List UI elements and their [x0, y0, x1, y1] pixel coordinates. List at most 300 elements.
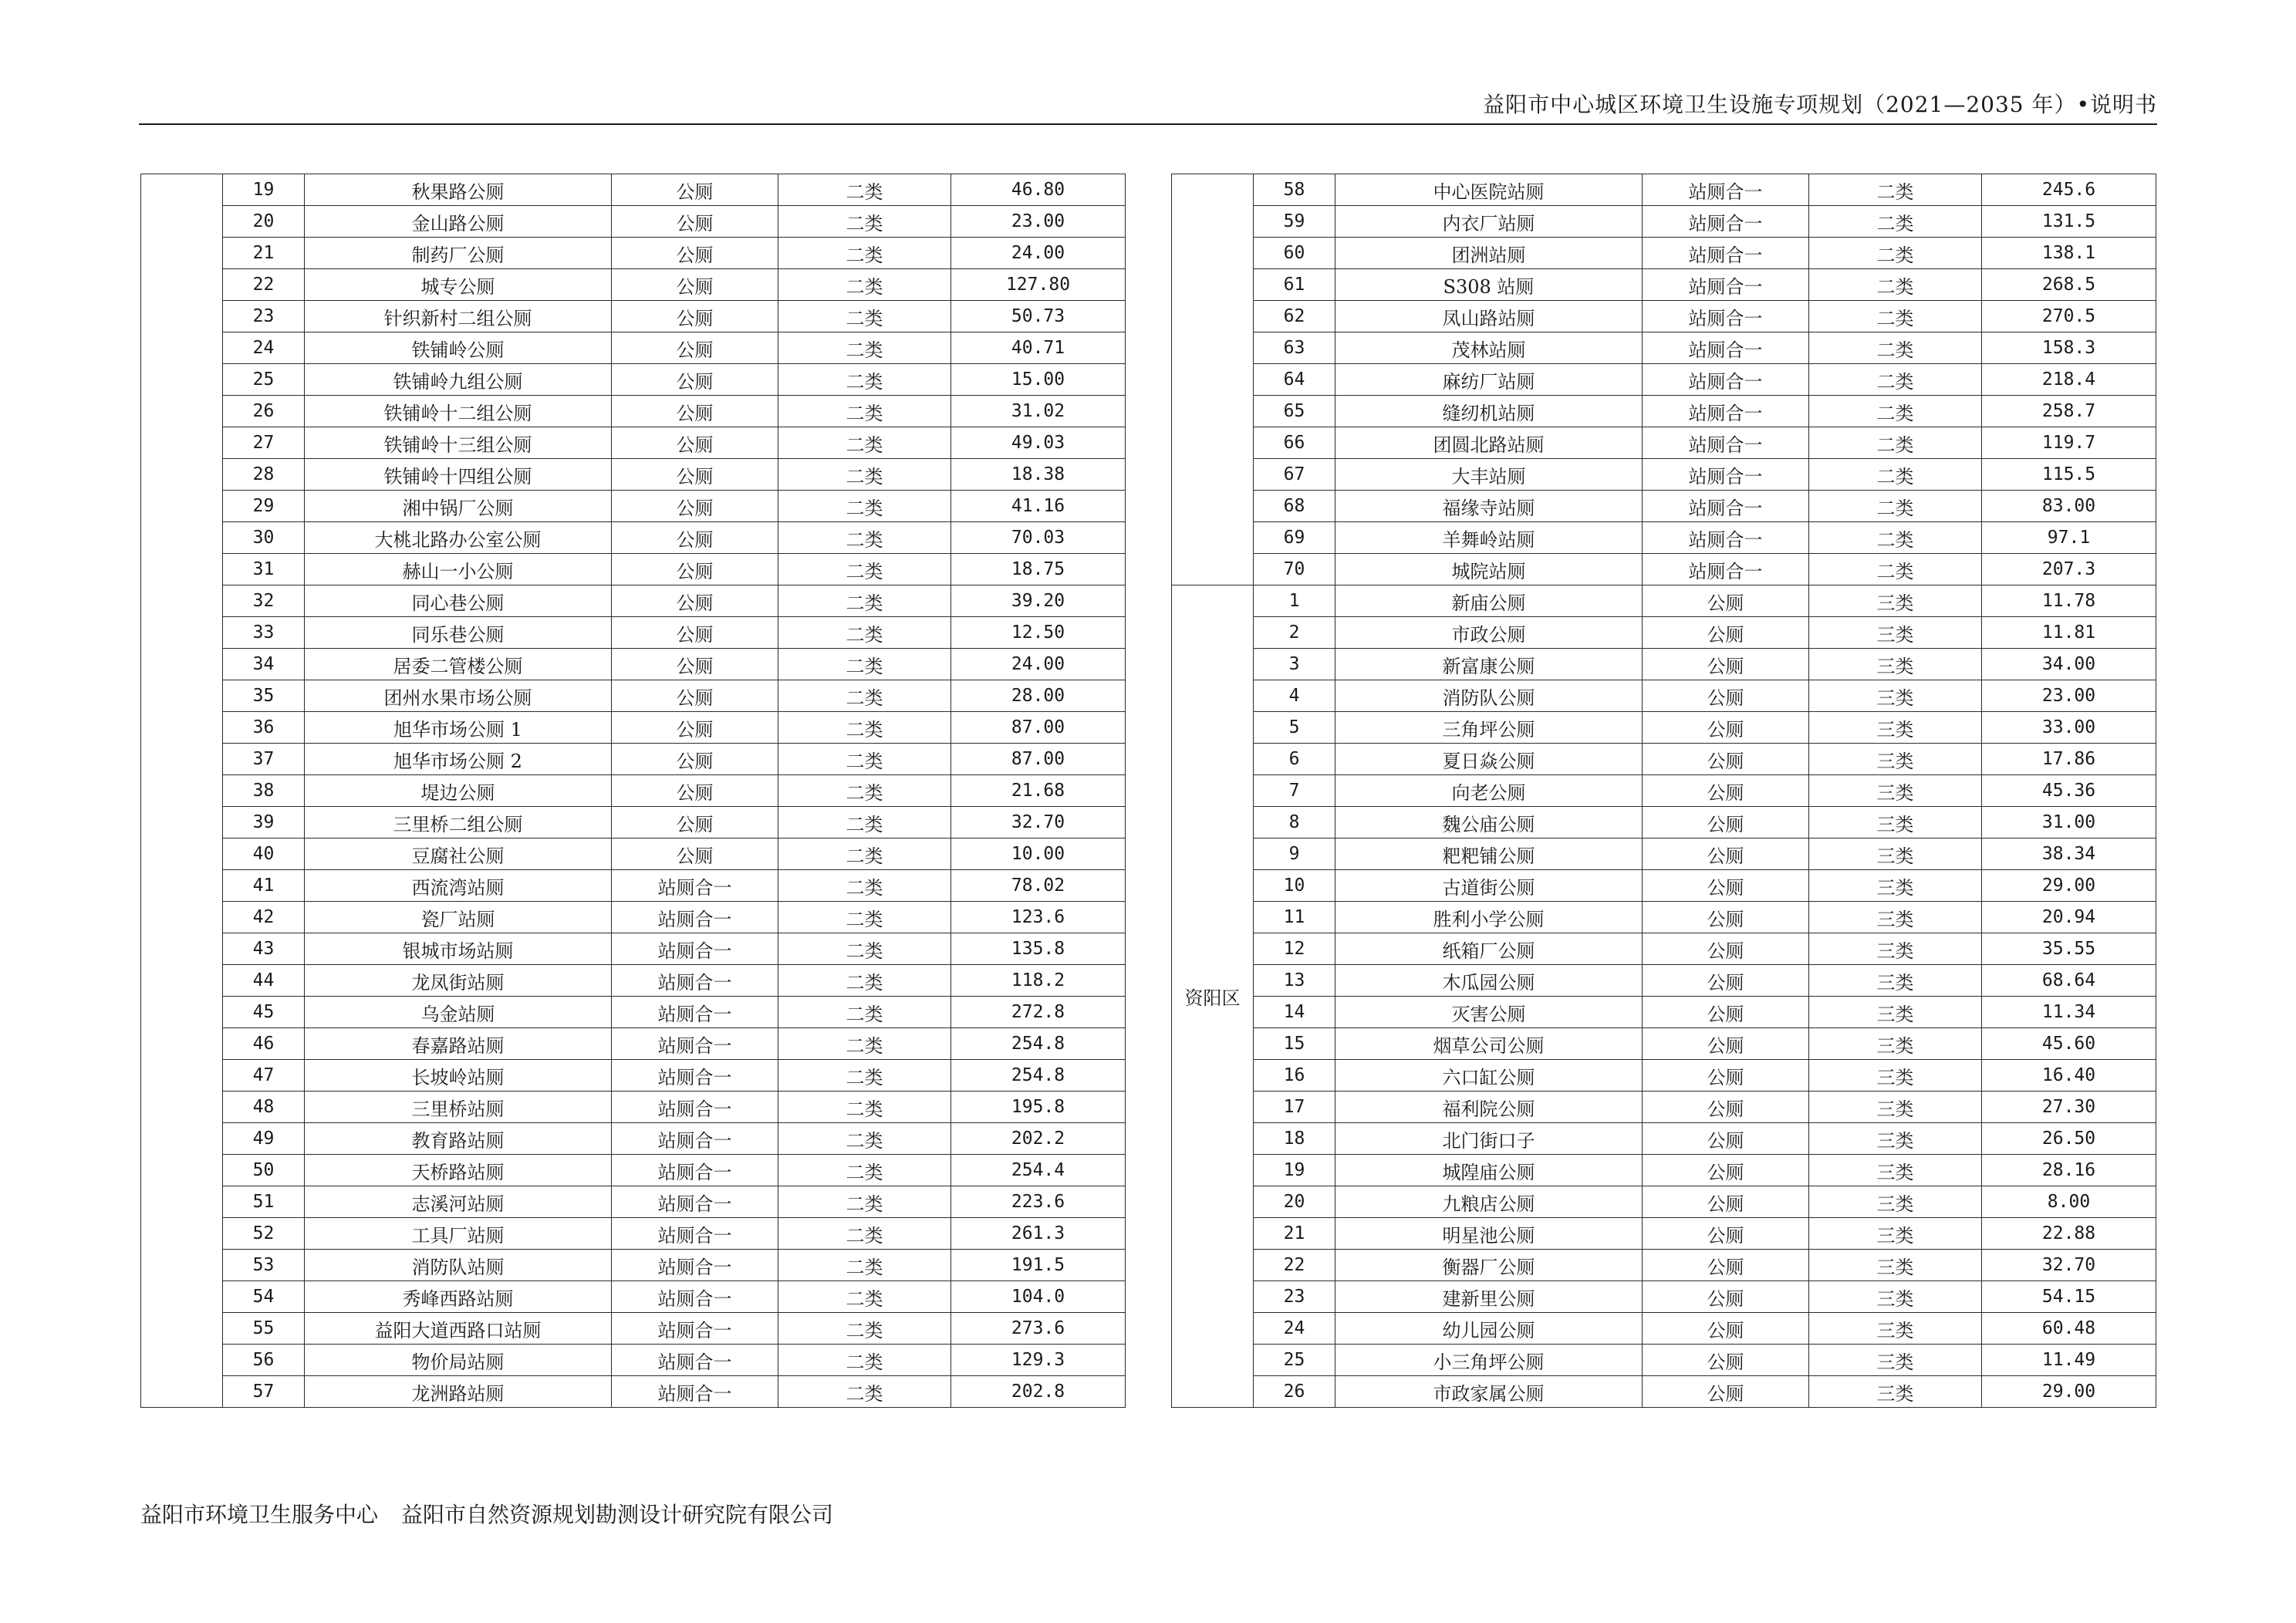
facility-name-cell: 天桥路站厕: [305, 1155, 612, 1186]
facility-class-cell: 二类: [1809, 459, 1982, 491]
facility-class-cell: 二类: [1809, 522, 1982, 554]
facility-name-cell: 三角坪公厕: [1335, 712, 1643, 744]
row-number-cell: 13: [1254, 965, 1335, 997]
table-row: [1172, 522, 2156, 554]
area-cell: 254.8: [951, 1028, 1126, 1060]
facility-name-cell: 灭害公厕: [1335, 997, 1643, 1028]
area-cell: 20.94: [1982, 902, 2156, 933]
row-number-cell: 9: [1254, 838, 1335, 870]
facility-class-cell: 三类: [1809, 1218, 1982, 1250]
facility-name-cell: 纸箱厂公厕: [1335, 933, 1643, 965]
facility-class-cell: 三类: [1809, 1281, 1982, 1313]
area-cell: 33.00: [1982, 712, 2156, 744]
facility-class-cell: 二类: [778, 1186, 951, 1218]
table-row: [1172, 301, 2156, 332]
area-cell: 10.00: [951, 838, 1126, 870]
row-number-cell: 23: [1254, 1281, 1335, 1313]
area-cell: 28.16: [1982, 1155, 2156, 1186]
facility-name-cell: 龙洲路站厕: [305, 1376, 612, 1408]
facility-class-cell: 三类: [1809, 870, 1982, 902]
facility-name-cell: 乌金站厕: [305, 997, 612, 1028]
area-cell: 270.5: [1982, 301, 2156, 332]
facility-name-cell: 豆腐社公厕: [305, 838, 612, 870]
facility-class-cell: 二类: [778, 1060, 951, 1092]
facility-class-cell: 二类: [1809, 174, 1982, 206]
area-cell: 22.88: [1982, 1218, 2156, 1250]
facility-name-cell: 城专公厕: [305, 269, 612, 301]
row-number-cell: 15: [1254, 1028, 1335, 1060]
row-number-cell: 22: [223, 269, 305, 301]
table-row: [141, 238, 1126, 269]
table-row: [141, 902, 1126, 933]
area-cell: 45.60: [1982, 1028, 2156, 1060]
row-number-cell: 25: [223, 364, 305, 396]
table-row: [141, 1060, 1126, 1092]
facility-name-cell: 旭华市场公厕 2: [305, 744, 612, 775]
facility-type-cell: 站厕合一: [612, 1155, 778, 1186]
table-row: [141, 522, 1126, 554]
facility-class-cell: 二类: [1809, 396, 1982, 427]
facility-class-cell: 二类: [1809, 206, 1982, 238]
row-number-cell: 60: [1254, 238, 1335, 269]
facility-type-cell: 公厕: [612, 364, 778, 396]
facility-class-cell: 二类: [778, 680, 951, 712]
facility-class-cell: 二类: [778, 1028, 951, 1060]
table-row: [141, 301, 1126, 332]
facility-name-cell: 市政家属公厕: [1335, 1376, 1643, 1408]
facility-class-cell: 三类: [1809, 807, 1982, 838]
table-row: [141, 427, 1126, 459]
facility-name-cell: 麻纺厂站厕: [1335, 364, 1643, 396]
facility-name-cell: 三里桥二组公厕: [305, 807, 612, 838]
table-row: [1172, 933, 2156, 965]
table-row: [141, 1092, 1126, 1123]
facility-name-cell: 城隍庙公厕: [1335, 1155, 1643, 1186]
facility-class-cell: 二类: [1809, 332, 1982, 364]
area-cell: 8.00: [1982, 1186, 2156, 1218]
row-number-cell: 38: [223, 775, 305, 807]
facility-name-cell: 同心巷公厕: [305, 585, 612, 617]
facility-type-cell: 站厕合一: [1643, 174, 1809, 206]
row-number-cell: 30: [223, 522, 305, 554]
area-cell: 17.86: [1982, 744, 2156, 775]
table-row: [1172, 1218, 2156, 1250]
facility-class-cell: 三类: [1809, 1313, 1982, 1345]
facility-name-cell: 同乐巷公厕: [305, 617, 612, 649]
facility-class-cell: 二类: [778, 554, 951, 585]
facility-name-cell: 大桃北路办公室公厕: [305, 522, 612, 554]
row-number-cell: 34: [223, 649, 305, 680]
facility-class-cell: 二类: [778, 744, 951, 775]
table-row: [1172, 744, 2156, 775]
table-row: [1172, 1092, 2156, 1123]
facility-name-cell: 建新里公厕: [1335, 1281, 1643, 1313]
table-row: [1172, 838, 2156, 870]
row-number-cell: 47: [223, 1060, 305, 1092]
facility-class-cell: 二类: [1809, 269, 1982, 301]
area-cell: 223.6: [951, 1186, 1126, 1218]
facility-class-cell: 三类: [1809, 965, 1982, 997]
facility-name-cell: 西流湾站厕: [305, 870, 612, 902]
facility-type-cell: 站厕合一: [612, 1123, 778, 1155]
facility-name-cell: 新富康公厕: [1335, 649, 1643, 680]
facility-type-cell: 站厕合一: [1643, 491, 1809, 522]
table-row: [141, 1376, 1126, 1408]
facility-type-cell: 公厕: [1643, 1250, 1809, 1281]
area-cell: 45.36: [1982, 775, 2156, 807]
facility-class-cell: 三类: [1809, 1376, 1982, 1408]
facility-type-cell: 公厕: [612, 174, 778, 206]
facility-type-cell: 公厕: [1643, 649, 1809, 680]
facility-name-cell: 北门街口子: [1335, 1123, 1643, 1155]
area-cell: 191.5: [951, 1250, 1126, 1281]
facility-type-cell: 公厕: [1643, 617, 1809, 649]
facility-type-cell: 公厕: [612, 238, 778, 269]
table-row: [141, 1250, 1126, 1281]
facility-class-cell: 三类: [1809, 997, 1982, 1028]
facility-name-cell: 志溪河站厕: [305, 1186, 612, 1218]
facility-name-cell: 古道街公厕: [1335, 870, 1643, 902]
row-number-cell: 33: [223, 617, 305, 649]
facility-name-cell: 消防队公厕: [1335, 680, 1643, 712]
facility-type-cell: 站厕合一: [612, 933, 778, 965]
facility-name-cell: 向老公厕: [1335, 775, 1643, 807]
facility-name-cell: 长坡岭站厕: [305, 1060, 612, 1092]
facility-name-cell: 烟草公司公厕: [1335, 1028, 1643, 1060]
row-number-cell: 53: [223, 1250, 305, 1281]
area-cell: 97.1: [1982, 522, 2156, 554]
table-row: [1172, 1376, 2156, 1408]
row-number-cell: 32: [223, 585, 305, 617]
row-number-cell: 2: [1254, 617, 1335, 649]
table-row: [141, 933, 1126, 965]
area-cell: 115.5: [1982, 459, 2156, 491]
table-row: [1172, 1155, 2156, 1186]
header-rule: [139, 123, 2157, 125]
facility-class-cell: 二类: [778, 396, 951, 427]
area-cell: 258.7: [1982, 396, 2156, 427]
row-number-cell: 68: [1254, 491, 1335, 522]
area-cell: 31.00: [1982, 807, 2156, 838]
facility-type-cell: 公厕: [612, 554, 778, 585]
facility-type-cell: 公厕: [612, 206, 778, 238]
row-number-cell: 19: [1254, 1155, 1335, 1186]
facility-class-cell: 二类: [778, 364, 951, 396]
facility-type-cell: 公厕: [1643, 1060, 1809, 1092]
area-cell: 24.00: [951, 238, 1126, 269]
facility-type-cell: 公厕: [1643, 1376, 1809, 1408]
area-cell: 272.8: [951, 997, 1126, 1028]
facility-type-cell: 站厕合一: [1643, 459, 1809, 491]
facility-type-cell: 站厕合一: [1643, 206, 1809, 238]
row-number-cell: 20: [1254, 1186, 1335, 1218]
table-row: [141, 269, 1126, 301]
facility-class-cell: 二类: [778, 1250, 951, 1281]
row-number-cell: 54: [223, 1281, 305, 1313]
row-number-cell: 21: [1254, 1218, 1335, 1250]
facility-name-cell: 福利院公厕: [1335, 1092, 1643, 1123]
facility-name-cell: 缝纫机站厕: [1335, 396, 1643, 427]
row-number-cell: 7: [1254, 775, 1335, 807]
facility-type-cell: 公厕: [612, 585, 778, 617]
row-number-cell: 26: [1254, 1376, 1335, 1408]
facility-class-cell: 二类: [778, 1092, 951, 1123]
facility-type-cell: 公厕: [612, 522, 778, 554]
area-cell: 31.02: [951, 396, 1126, 427]
facility-name-cell: 凤山路站厕: [1335, 301, 1643, 332]
facility-name-cell: 羊舞岭站厕: [1335, 522, 1643, 554]
row-number-cell: 57: [223, 1376, 305, 1408]
facility-type-cell: 站厕合一: [612, 1218, 778, 1250]
facility-type-cell: 公厕: [1643, 1028, 1809, 1060]
facility-name-cell: 龙凤街站厕: [305, 965, 612, 997]
facility-type-cell: 公厕: [1643, 1313, 1809, 1345]
area-cell: 273.6: [951, 1313, 1126, 1345]
area-cell: 11.81: [1982, 617, 2156, 649]
facility-type-cell: 站厕合一: [612, 1345, 778, 1376]
facility-name-cell: 物价局站厕: [305, 1345, 612, 1376]
table-row: [1172, 997, 2156, 1028]
facility-type-cell: 公厕: [1643, 997, 1809, 1028]
area-cell: 118.2: [951, 965, 1126, 997]
table-row: [141, 617, 1126, 649]
facility-name-cell: 金山路公厕: [305, 206, 612, 238]
facility-name-cell: 工具厂站厕: [305, 1218, 612, 1250]
facility-class-cell: 三类: [1809, 1345, 1982, 1376]
row-number-cell: 25: [1254, 1345, 1335, 1376]
facility-type-cell: 公厕: [612, 269, 778, 301]
area-cell: 28.00: [951, 680, 1126, 712]
facility-name-cell: 团圆北路站厕: [1335, 427, 1643, 459]
area-cell: 268.5: [1982, 269, 2156, 301]
facility-type-cell: 公厕: [1643, 680, 1809, 712]
row-number-cell: 65: [1254, 396, 1335, 427]
table-row: [1172, 491, 2156, 522]
area-cell: 104.0: [951, 1281, 1126, 1313]
facility-name-cell: 赫山一小公厕: [305, 554, 612, 585]
area-cell: 35.55: [1982, 933, 2156, 965]
table-row: [1172, 775, 2156, 807]
facility-name-cell: 粑粑铺公厕: [1335, 838, 1643, 870]
facility-type-cell: 公厕: [1643, 870, 1809, 902]
facility-name-cell: 消防队站厕: [305, 1250, 612, 1281]
facility-class-cell: 二类: [778, 206, 951, 238]
facility-name-cell: 新庙公厕: [1335, 585, 1643, 617]
facility-name-cell: 三里桥站厕: [305, 1092, 612, 1123]
area-cell: 24.00: [951, 649, 1126, 680]
table-row: [141, 1281, 1126, 1313]
facility-name-cell: 九粮店公厕: [1335, 1186, 1643, 1218]
row-number-cell: 1: [1254, 585, 1335, 617]
row-number-cell: 12: [1254, 933, 1335, 965]
facility-type-cell: 站厕合一: [1643, 269, 1809, 301]
facility-class-cell: 三类: [1809, 1092, 1982, 1123]
footer-org-design-institute: 益阳市自然资源规划勘测设计研究院有限公司: [401, 1502, 834, 1527]
facility-type-cell: 公厕: [612, 712, 778, 744]
facility-type-cell: 公厕: [1643, 965, 1809, 997]
area-cell: 12.50: [951, 617, 1126, 649]
facility-type-cell: 站厕合一: [612, 1281, 778, 1313]
area-cell: 27.30: [1982, 1092, 2156, 1123]
row-number-cell: 14: [1254, 997, 1335, 1028]
facility-name-cell: 铁铺岭十三组公厕: [305, 427, 612, 459]
facility-type-cell: 公厕: [612, 775, 778, 807]
facility-name-cell: 湘中锅厂公厕: [305, 491, 612, 522]
facility-class-cell: 二类: [778, 238, 951, 269]
row-number-cell: 26: [223, 396, 305, 427]
table-row: [141, 1186, 1126, 1218]
facility-name-cell: 内衣厂站厕: [1335, 206, 1643, 238]
row-number-cell: 48: [223, 1092, 305, 1123]
row-number-cell: 39: [223, 807, 305, 838]
row-number-cell: 51: [223, 1186, 305, 1218]
row-number-cell: 8: [1254, 807, 1335, 838]
facility-name-cell: 六口缸公厕: [1335, 1060, 1643, 1092]
facility-type-cell: 站厕合一: [612, 902, 778, 933]
area-cell: 29.00: [1982, 870, 2156, 902]
facility-class-cell: 二类: [778, 522, 951, 554]
facility-class-cell: 二类: [778, 491, 951, 522]
facility-class-cell: 二类: [1809, 427, 1982, 459]
facility-type-cell: 公厕: [1643, 775, 1809, 807]
table-row: [141, 1345, 1126, 1376]
row-number-cell: 37: [223, 744, 305, 775]
facility-type-cell: 公厕: [1643, 585, 1809, 617]
facility-type-cell: 站厕合一: [612, 1092, 778, 1123]
facility-name-cell: 铁铺岭十四组公厕: [305, 459, 612, 491]
row-number-cell: 23: [223, 301, 305, 332]
district-cell: [1172, 174, 1254, 585]
facility-name-cell: 春嘉路站厕: [305, 1028, 612, 1060]
row-number-cell: 35: [223, 680, 305, 712]
facility-class-cell: 二类: [778, 427, 951, 459]
facility-name-cell: 团州水果市场公厕: [305, 680, 612, 712]
table-row: [141, 997, 1126, 1028]
facility-type-cell: 公厕: [1643, 1155, 1809, 1186]
facility-name-cell: 大丰站厕: [1335, 459, 1643, 491]
table-row: [1172, 870, 2156, 902]
table-row: [141, 491, 1126, 522]
facility-type-cell: 公厕: [1643, 712, 1809, 744]
row-number-cell: 58: [1254, 174, 1335, 206]
facility-type-cell: 公厕: [1643, 1281, 1809, 1313]
table-row: [1172, 807, 2156, 838]
facility-class-cell: 三类: [1809, 744, 1982, 775]
facility-class-cell: 三类: [1809, 1028, 1982, 1060]
facility-class-cell: 二类: [778, 174, 951, 206]
facility-name-cell: 木瓜园公厕: [1335, 965, 1643, 997]
row-number-cell: 45: [223, 997, 305, 1028]
row-number-cell: 50: [223, 1155, 305, 1186]
area-cell: 54.15: [1982, 1281, 2156, 1313]
facility-type-cell: 站厕合一: [1643, 427, 1809, 459]
facility-name-cell: 旭华市场公厕 1: [305, 712, 612, 744]
facility-table-right: [1171, 174, 2156, 1408]
area-cell: 11.49: [1982, 1345, 2156, 1376]
row-number-cell: 46: [223, 1028, 305, 1060]
district-cell: 资阳区: [1172, 585, 1254, 1408]
facility-name-cell: 城院站厕: [1335, 554, 1643, 585]
area-cell: 23.00: [1982, 680, 2156, 712]
facility-name-cell: 铁铺岭公厕: [305, 332, 612, 364]
facility-type-cell: 公厕: [1643, 1345, 1809, 1376]
row-number-cell: 24: [223, 332, 305, 364]
table-row: [141, 775, 1126, 807]
facility-class-cell: 三类: [1809, 1060, 1982, 1092]
facility-class-cell: 二类: [1809, 554, 1982, 585]
facility-type-cell: 公厕: [612, 838, 778, 870]
table-row: [1172, 364, 2156, 396]
area-cell: 70.03: [951, 522, 1126, 554]
table-row: [1172, 206, 2156, 238]
row-number-cell: 6: [1254, 744, 1335, 775]
area-cell: 123.6: [951, 902, 1126, 933]
table-row: [141, 712, 1126, 744]
row-number-cell: 49: [223, 1123, 305, 1155]
facility-type-cell: 公厕: [612, 491, 778, 522]
area-cell: 87.00: [951, 712, 1126, 744]
facility-name-cell: 衡器厂公厕: [1335, 1250, 1643, 1281]
facility-type-cell: 公厕: [612, 617, 778, 649]
area-cell: 11.34: [1982, 997, 2156, 1028]
table-row: [141, 396, 1126, 427]
area-cell: 129.3: [951, 1345, 1126, 1376]
facility-name-cell: 秀峰西路站厕: [305, 1281, 612, 1313]
row-number-cell: 40: [223, 838, 305, 870]
area-cell: 127.80: [951, 269, 1126, 301]
table-row: [141, 838, 1126, 870]
facility-class-cell: 二类: [778, 933, 951, 965]
facility-class-cell: 三类: [1809, 649, 1982, 680]
table-row: [141, 1123, 1126, 1155]
facility-name-cell: 铁铺岭十二组公厕: [305, 396, 612, 427]
table-row: [1172, 965, 2156, 997]
facility-name-cell: 教育路站厕: [305, 1123, 612, 1155]
row-number-cell: 55: [223, 1313, 305, 1345]
row-number-cell: 69: [1254, 522, 1335, 554]
area-cell: 21.68: [951, 775, 1126, 807]
row-number-cell: 43: [223, 933, 305, 965]
facility-type-cell: 公厕: [1643, 807, 1809, 838]
area-cell: 40.71: [951, 332, 1126, 364]
table-row: [141, 744, 1126, 775]
row-number-cell: 5: [1254, 712, 1335, 744]
row-number-cell: 64: [1254, 364, 1335, 396]
area-cell: 39.20: [951, 585, 1126, 617]
facility-name-cell: 居委二管楼公厕: [305, 649, 612, 680]
table-row: [1172, 1250, 2156, 1281]
facility-type-cell: 公厕: [1643, 902, 1809, 933]
table-row: [1172, 1123, 2156, 1155]
row-number-cell: 16: [1254, 1060, 1335, 1092]
row-number-cell: 41: [223, 870, 305, 902]
facility-type-cell: 站厕合一: [612, 1028, 778, 1060]
table-row: [1172, 332, 2156, 364]
footer: [140, 1498, 856, 1529]
facility-type-cell: 站厕合一: [612, 997, 778, 1028]
facility-type-cell: 站厕合一: [612, 965, 778, 997]
area-cell: 83.00: [1982, 491, 2156, 522]
facility-class-cell: 三类: [1809, 1155, 1982, 1186]
table-row: [141, 649, 1126, 680]
table-row: [1172, 554, 2156, 585]
row-number-cell: 24: [1254, 1313, 1335, 1345]
facility-type-cell: 公厕: [612, 301, 778, 332]
area-cell: 49.03: [951, 427, 1126, 459]
table-row: [1172, 617, 2156, 649]
facility-type-cell: 站厕合一: [1643, 554, 1809, 585]
facility-class-cell: 二类: [778, 902, 951, 933]
